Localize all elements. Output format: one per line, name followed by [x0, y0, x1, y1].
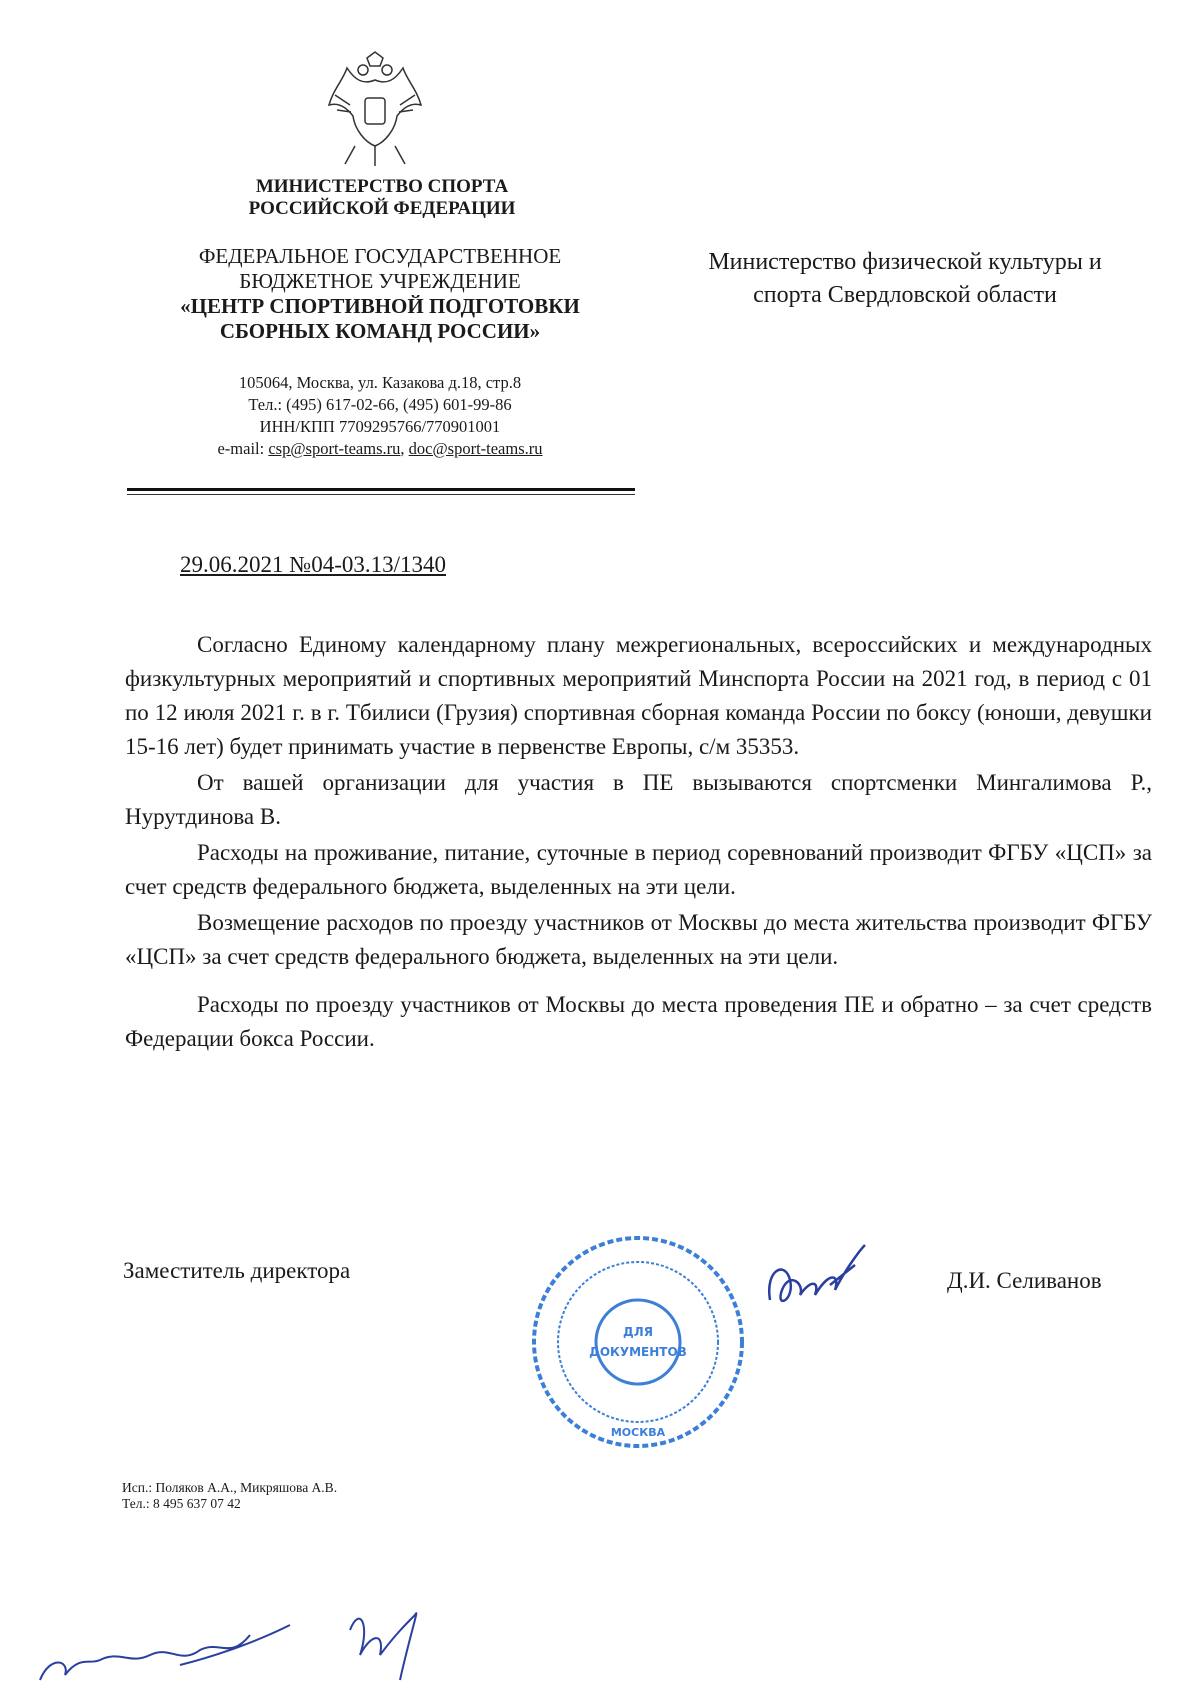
- svg-text:ДОКУМЕНТОВ: ДОКУМЕНТОВ: [589, 1345, 687, 1359]
- org-name-line: СБОРНЫХ КОМАНД РОССИИ»: [219, 319, 541, 343]
- addressee: [660, 246, 1150, 312]
- org-type-line: ФЕДЕРАЛЬНОЕ ГОСУДАРСТВЕННОЕ: [198, 244, 562, 268]
- approval-initials: [30, 1595, 470, 1690]
- signatory-title: Заместитель директора: [123, 1258, 351, 1283]
- executors-phone: Тел.: 8 495 637 07 42: [122, 1496, 241, 1511]
- paragraph: Согласно Единому календарному плану межрегиональных, всероссийских и международных физкультурных мероприятий и спортивных мероприятий Минспорта России на 2021 год, в период с 01 по 12 июля 2021 г. в г. Тбилиси (Грузия) спортивная сборная команда России по боксу (юноши, девушки 15-16 лет) будет принимать участие в первенстве Европы, с/м 35353.: [125, 632, 1152, 759]
- email-label: e-mail:: [217, 439, 269, 458]
- executors-info: [122, 1480, 337, 1512]
- email: [150, 438, 610, 460]
- letter-body: [125, 628, 1152, 1058]
- svg-text:МОСКВА: МОСКВА: [610, 1426, 666, 1439]
- header-divider: [127, 488, 635, 491]
- ministry-name: [182, 176, 582, 220]
- organization-name: [130, 244, 630, 344]
- paragraph: От вашей организации для участия в ПЕ вызываются спортсменки Мингалимова Р., Нурутдинова В.: [125, 770, 1152, 829]
- addressee-line: спорта Свердловской области: [753, 282, 1057, 308]
- org-type-line: БЮДЖЕТНОЕ УЧРЕЖДЕНИЕ: [239, 269, 521, 293]
- inn-kpp: ИНН/КПП 7709295766/770901001: [259, 417, 501, 436]
- signatory-name: Д.И. Селиванов: [947, 1268, 1102, 1293]
- email-link[interactable]: csp@sport-teams.ru: [268, 439, 401, 458]
- email-separator: ,: [400, 439, 409, 458]
- ministry-line: РОССИЙСКОЙ ФЕДЕРАЦИИ: [248, 198, 516, 219]
- organization-contacts: [150, 372, 610, 460]
- paragraph: Возмещение расходов по проезду участников от Москвы до места жительства производит ФГБУ «ЦСП» за счет средств федерального бюджета, выделенных на эти цели.: [125, 910, 1152, 969]
- official-stamp: [528, 1232, 748, 1452]
- email-link[interactable]: doc@sport-teams.ru: [408, 439, 543, 458]
- coat-of-arms-emblem: [325, 50, 425, 170]
- svg-text:ДЛЯ: ДЛЯ: [623, 1325, 653, 1339]
- addressee-line: Министерство физической культуры и: [708, 249, 1102, 275]
- address: 105064, Москва, ул. Казакова д.18, стр.8: [238, 373, 522, 392]
- letter-reference: 29.06.2021 №04-03.13/1340: [180, 552, 446, 577]
- handwritten-signature: [760, 1240, 870, 1320]
- ministry-line: МИНИСТЕРСТВО СПОРТА: [255, 176, 509, 197]
- paragraph: Расходы на проживание, питание, суточные в период соревнований производит ФГБУ «ЦСП» за счет средств федерального бюджета, выделенных на эти цели.: [125, 840, 1152, 899]
- header-divider: [127, 494, 635, 495]
- paragraph: Расходы по проезду участников от Москвы до места проведения ПЕ и обратно – за счет средств Федерации бокса России.: [125, 992, 1152, 1051]
- executors-names: Исп.: Поляков А.А., Микряшова А.В.: [122, 1480, 338, 1495]
- org-name-line: «ЦЕНТР СПОРТИВНОЙ ПОДГОТОВКИ: [180, 294, 580, 318]
- phone: Тел.: (495) 617-02-66, (495) 601-99-86: [248, 395, 512, 414]
